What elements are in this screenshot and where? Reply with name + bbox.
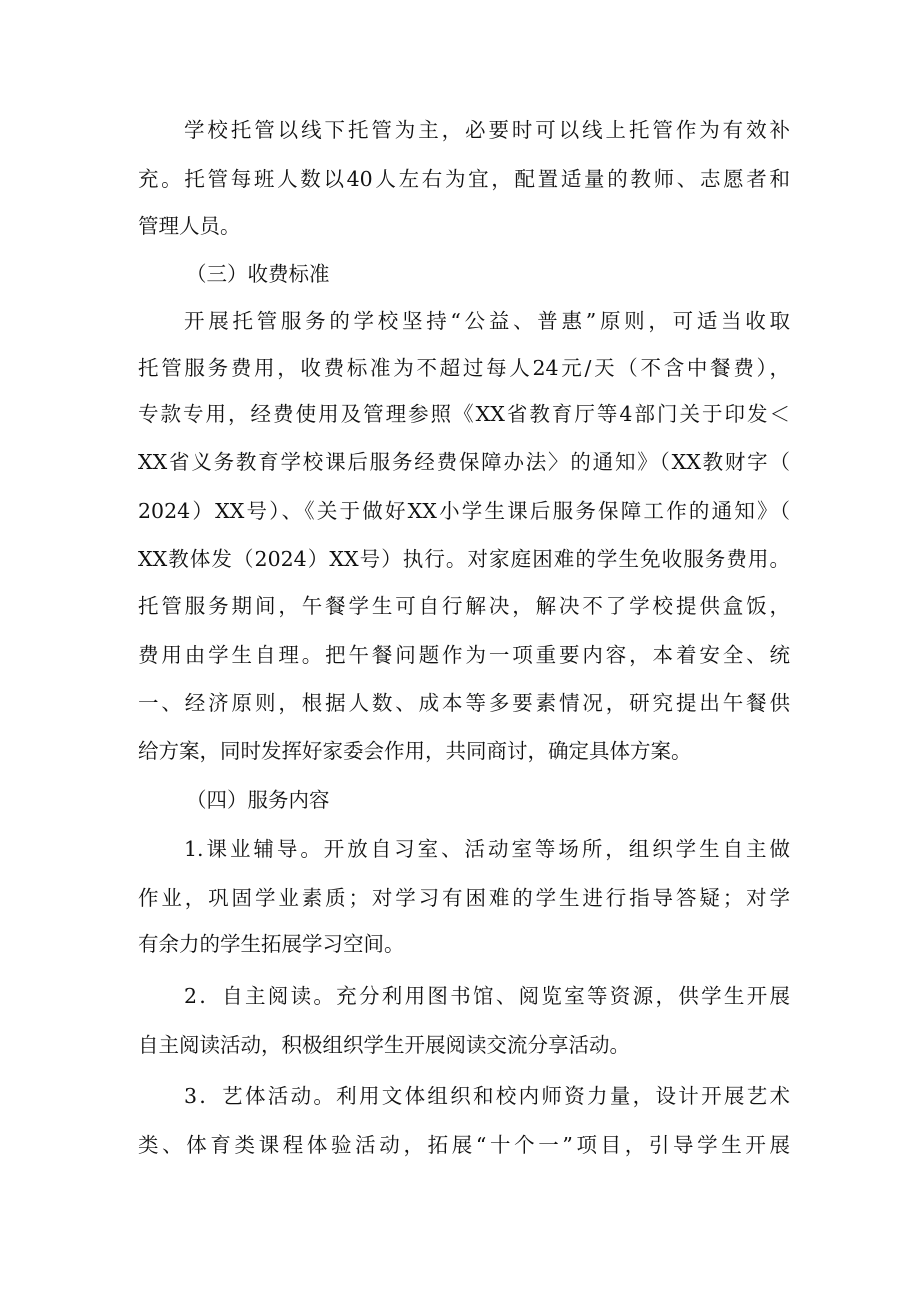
paragraph-line: 托管服务期间，午餐学生可自行解决，解决不了学校提供盒饭， — [138, 594, 790, 618]
paragraph-line: 一、经济原则，根据人数、成本等多要素情况，研究提出午餐供 — [138, 691, 790, 715]
paragraph-line: 2．自主阅读。充分利用图书馆、阅览室等资源，供学生开展 — [184, 984, 790, 1008]
paragraph-line: 专款专用，经费使用及管理参照《XX省教育厅等4部门关于印发＜ — [138, 402, 790, 426]
paragraph-line: 2024）XX号）、《关于做好XX小学生课后服务保障工作的通知》（ — [138, 499, 790, 523]
paragraph-line: 1.课业辅导。开放自习室、活动室等场所，组织学生自主做 — [184, 837, 790, 861]
paragraph-line: XX省义务教育学校课后服务经费保障办法〉的通知》（XX教财字（ — [138, 450, 790, 474]
paragraph-line: 费用由学生自理。把午餐问题作为一项重要内容，本着安全、统 — [138, 643, 790, 667]
paragraph-line: 作业，巩固学业素质；对学习有困难的学生进行指导答疑；对学 — [138, 886, 790, 910]
paragraph-line: 给方案，同时发挥好家委会作用，共同商讨，确定具体方案。 — [138, 739, 692, 763]
paragraph-line: 有余力的学生拓展学习空间。 — [138, 932, 405, 956]
section-heading: （三）收费标准 — [186, 262, 330, 286]
paragraph-line: XX教体发（2024）XX号）执行。对家庭困难的学生免收服务费用。 — [138, 547, 790, 571]
section-heading: （四）服务内容 — [186, 788, 330, 812]
paragraph-line: 自主阅读活动，积极组织学生开展阅读交流分享活动。 — [138, 1033, 630, 1057]
paragraph-line: 类、体育类课程体验活动，拓展“十个一”项目，引导学生开展 — [138, 1133, 790, 1157]
paragraph-line: 开展托管服务的学校坚持“公益、普惠”原则，可适当收取 — [184, 309, 790, 333]
paragraph-line: 3．艺体活动。利用文体组织和校内师资力量，设计开展艺术 — [184, 1084, 790, 1108]
paragraph-line: 学校托管以线下托管为主，必要时可以线上托管作为有效补 — [184, 118, 790, 142]
paragraph-line: 充。托管每班人数以40人左右为宜，配置适量的教师、志愿者和 — [138, 167, 790, 191]
paragraph-line: 托管服务费用，收费标准为不超过每人24元/天（不含中餐费）， — [138, 356, 790, 380]
paragraph-line: 管理人员。 — [138, 214, 241, 238]
